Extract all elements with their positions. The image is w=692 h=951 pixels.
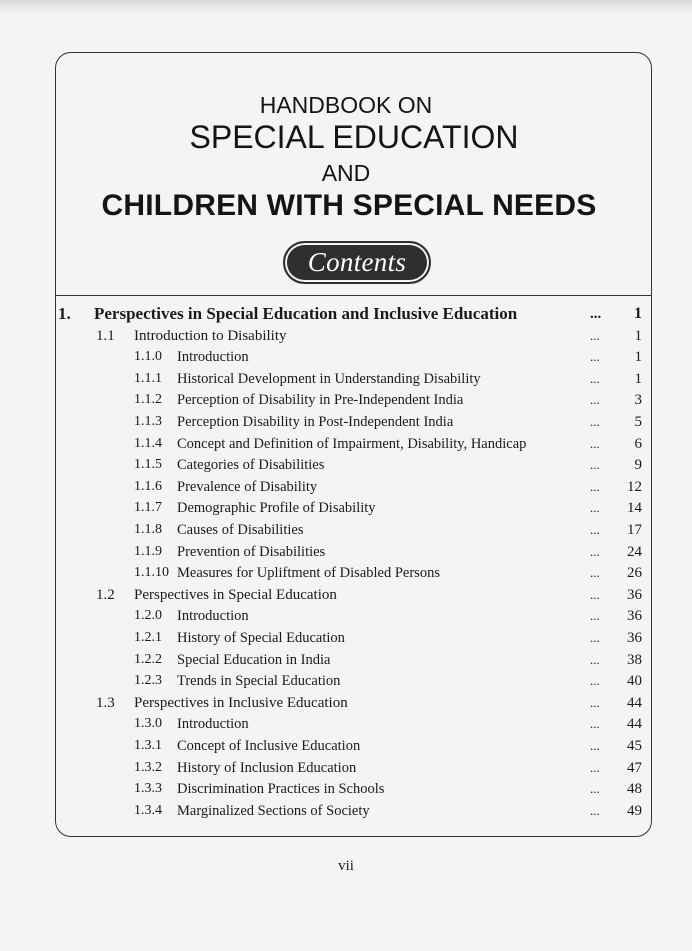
toc-entry-leader: ... [590, 370, 600, 386]
toc-entry-leader: ... [590, 608, 600, 624]
toc-entry-leader: ... [590, 414, 600, 429]
toc-entry-number: 1.2.1 [134, 630, 162, 645]
book-title-line-3: AND [321, 160, 371, 186]
contents-heading-badge [283, 241, 431, 284]
toc-entry-title: Perception Disability in Post-Independent India [177, 414, 454, 430]
toc-entry-number: 1.1.5 [134, 457, 162, 473]
toc-entry-leader: ... [590, 673, 600, 689]
toc-entry-page: 38 [627, 651, 642, 668]
toc-entry-number: 1.2.3 [134, 673, 162, 689]
toc-subsection-row [0, 670, 692, 692]
toc-subsection-row [0, 562, 692, 584]
toc-subsection-row [0, 433, 692, 455]
toc-entry-title: Prevalence of Disability [177, 478, 318, 495]
toc-entry-number: 1.1.10 [134, 565, 169, 581]
toc-entry-leader: ... [590, 565, 600, 581]
toc-entry-leader: ... [590, 349, 600, 365]
toc-entry-title: Categories of Disabilities [177, 457, 325, 474]
toc-entry-page: 48 [627, 781, 642, 798]
toc-entry-number: 1.3.4 [134, 802, 162, 818]
toc-entry-leader: ... [590, 630, 600, 645]
toc-entry-number: 1. [58, 304, 71, 323]
toc-entry-title: Concept of Inclusive Education [177, 738, 361, 754]
toc-subsection-row [0, 605, 692, 627]
toc-entry-number: 1.3.0 [134, 716, 162, 732]
toc-entry-number: 1.1 [96, 327, 115, 344]
toc-entry-page: 1 [634, 349, 642, 366]
toc-subsection-row [0, 778, 692, 800]
toc-entry-page: 5 [634, 414, 642, 430]
toc-entry-leader: ... [590, 435, 600, 451]
toc-entry-number: 1.1.8 [134, 522, 162, 537]
toc-entry-number: 1.1.9 [134, 543, 162, 559]
toc-subsection-row [0, 346, 692, 368]
toc-entry-title: Perspectives in Special Education and Inclusive Education [94, 304, 518, 323]
toc-entry-title: Causes of Disabilities [177, 522, 304, 538]
toc-entry-leader: ... [590, 781, 600, 797]
toc-entry-page: 3 [634, 392, 642, 409]
toc-entry-number: 1.1.2 [134, 392, 162, 408]
toc-entry-title: Trends in Special Education [177, 673, 341, 690]
toc-entry-page: 17 [627, 522, 642, 538]
toc-entry-title: Measures for Upliftment of Disabled Persons [177, 565, 440, 582]
toc-entry-title: Introduction [177, 349, 249, 366]
toc-entry-leader: ... [590, 306, 602, 322]
toc-entry-title: Introduction [177, 608, 249, 625]
toc-entry-page: 1 [634, 305, 642, 322]
toc-entry-number: 1.2.2 [134, 651, 162, 667]
toc-entry-leader: ... [590, 759, 600, 775]
toc-entry-leader: ... [590, 738, 600, 753]
toc-entry-page: 1 [634, 327, 642, 344]
toc-subsection-row [0, 519, 692, 541]
toc-section-row [0, 584, 692, 606]
heading-divider [55, 295, 652, 296]
toc-entry-number: 1.2.0 [134, 608, 162, 624]
toc-entry-title: History of Inclusion Education [177, 759, 357, 776]
toc-subsection-row [0, 497, 692, 519]
toc-entry-page: 9 [634, 457, 642, 474]
toc-subsection-row [0, 368, 692, 390]
toc-entry-title: Perspectives in Special Education [134, 586, 337, 603]
toc-entry-page: 45 [627, 738, 642, 754]
toc-entry-number: 1.3.2 [134, 759, 162, 775]
toc-entry-title: Introduction [177, 716, 249, 733]
toc-entry-number: 1.1.7 [134, 500, 162, 516]
toc-entry-page: 49 [627, 802, 642, 819]
toc-subsection-row [0, 411, 692, 433]
book-title-line-2: SPECIAL EDUCATION [189, 119, 519, 155]
book-title-line-1: HANDBOOK ON [259, 92, 433, 118]
toc-entry-leader: ... [590, 802, 600, 818]
toc-entry-title: Marginalized Sections of Society [177, 802, 370, 819]
toc-subsection-row [0, 649, 692, 671]
toc-entry-page: 26 [627, 565, 642, 582]
toc-entry-leader: ... [590, 327, 600, 343]
toc-entry-leader: ... [590, 716, 600, 732]
toc-subsection-row [0, 476, 692, 498]
toc-subsection-row [0, 627, 692, 649]
toc-subsection-row [0, 757, 692, 779]
toc-entry-number: 1.1.3 [134, 414, 162, 429]
toc-entry-title: Perspectives in Inclusive Education [134, 694, 348, 711]
contents-heading: Contents [307, 247, 407, 277]
toc-entry-title: Perception of Disability in Pre-Independent India [177, 392, 464, 409]
toc-entry-title: Historical Development in Understanding Disability [177, 370, 481, 387]
toc-subsection-row [0, 800, 692, 822]
toc-entry-title: Concept and Definition of Impairment, Disability, Handicap [177, 435, 527, 452]
toc-subsection-row [0, 389, 692, 411]
toc-subsection-row [0, 454, 692, 476]
toc-entry-title: Prevention of Disabilities [177, 543, 326, 560]
toc-entry-leader: ... [590, 543, 600, 559]
toc-subsection-row [0, 713, 692, 735]
toc-entry-title: Introduction to Disability [134, 327, 287, 344]
toc-entry-page: 36 [627, 608, 642, 625]
book-title-line-4: CHILDREN WITH SPECIAL NEEDS [101, 189, 597, 222]
toc-entry-number: 1.3.1 [134, 738, 162, 753]
toc-entry-page: 40 [627, 673, 642, 690]
toc-entry-leader: ... [590, 392, 600, 408]
toc-entry-leader: ... [590, 457, 600, 473]
toc-entry-number: 1.3.3 [134, 781, 162, 797]
toc-subsection-row [0, 735, 692, 757]
toc-entry-number: 1.1.1 [134, 370, 162, 386]
toc-entry-leader: ... [590, 522, 600, 537]
toc-entry-title: Special Education in India [177, 651, 331, 668]
toc-entry-leader: ... [590, 694, 600, 710]
toc-entry-title: History of Special Education [177, 630, 345, 646]
toc-entry-number: 1.2 [96, 586, 115, 603]
toc-chapter-row [0, 303, 692, 325]
toc-entry-number: 1.1.6 [134, 478, 162, 494]
toc-entry-number: 1.1.0 [134, 349, 162, 365]
toc-section-row [0, 325, 692, 347]
toc-entry-page: 36 [627, 630, 642, 646]
toc-entry-title: Discrimination Practices in Schools [177, 781, 385, 798]
toc-entry-leader: ... [590, 586, 600, 602]
toc-entry-page: 36 [627, 586, 642, 603]
toc-entry-number: 1.3 [96, 694, 115, 711]
toc-entry-page: 14 [627, 500, 642, 517]
toc-entry-title: Demographic Profile of Disability [177, 500, 376, 517]
toc-entry-leader: ... [590, 478, 600, 494]
toc-entry-leader: ... [590, 651, 600, 667]
toc-entry-page: 44 [627, 716, 642, 733]
toc-section-row [0, 692, 692, 714]
toc-entry-page: 12 [627, 478, 642, 495]
toc-entry-number: 1.1.4 [134, 435, 162, 451]
page-number: vii [338, 858, 354, 874]
toc-entry-page: 6 [634, 435, 642, 452]
toc-subsection-row [0, 541, 692, 563]
toc-entry-page: 47 [627, 759, 642, 776]
toc-entry-page: 44 [627, 694, 642, 711]
toc-entry-page: 24 [627, 543, 642, 560]
toc-entry-page: 1 [634, 370, 642, 387]
toc-entry-leader: ... [590, 500, 600, 516]
page-edge-shadow [0, 0, 692, 14]
